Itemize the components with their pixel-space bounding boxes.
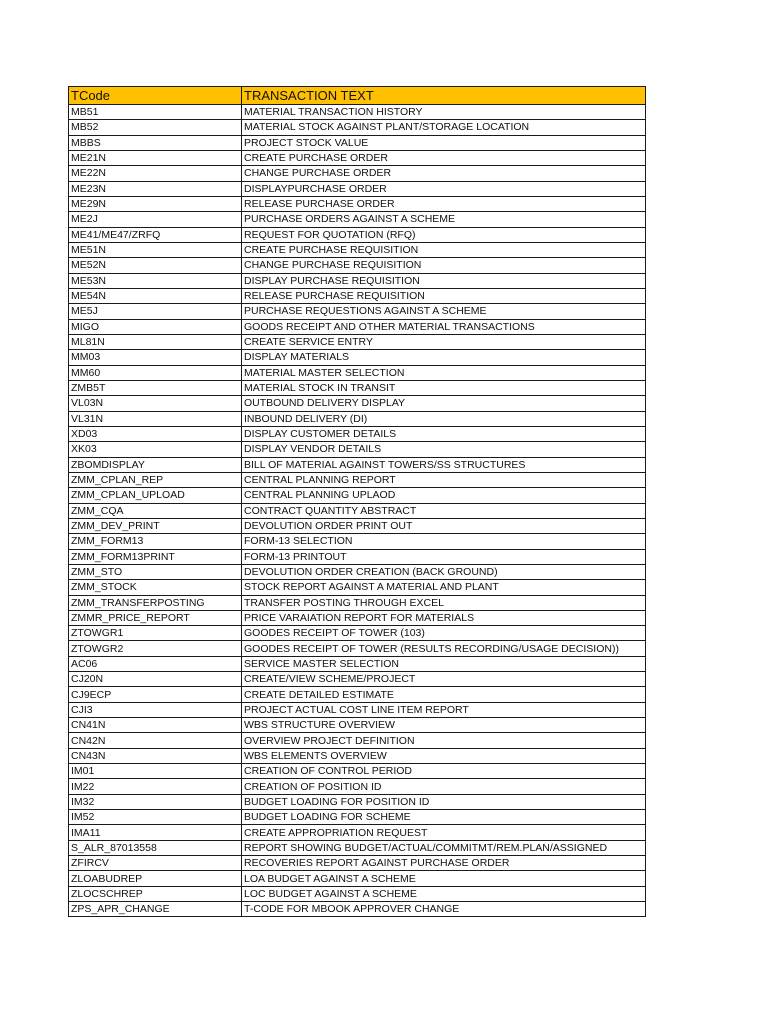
transaction-text-cell: RECOVERIES REPORT AGAINST PURCHASE ORDER: [242, 856, 646, 871]
table-body: [69, 105, 646, 917]
tcode-cell: ZMB5T: [69, 380, 242, 395]
transaction-text-cell: MATERIAL STOCK IN TRANSIT: [242, 380, 646, 395]
transaction-text-cell: LOC BUDGET AGAINST A SCHEME: [242, 886, 646, 901]
transaction-text-cell: WBS ELEMENTS OVERVIEW: [242, 748, 646, 763]
transaction-text-cell: T-CODE FOR MBOOK APPROVER CHANGE: [242, 902, 646, 917]
table-row: [69, 794, 646, 809]
tcode-cell: IM22: [69, 779, 242, 794]
transaction-text-cell: DISPLAY CUSTOMER DETAILS: [242, 426, 646, 441]
tcode-cell: ME5J: [69, 304, 242, 319]
tcode-cell: VL03N: [69, 396, 242, 411]
transaction-text-cell: TRANSFER POSTING THROUGH EXCEL: [242, 595, 646, 610]
table-row: [69, 733, 646, 748]
transaction-text-cell: DEVOLUTION ORDER PRINT OUT: [242, 518, 646, 533]
table-row: [69, 534, 646, 549]
tcode-cell: ME41/ME47/ZRFQ: [69, 227, 242, 242]
tcode-cell: CJ20N: [69, 672, 242, 687]
transaction-text-cell: REQUEST FOR QUOTATION (RFQ): [242, 227, 646, 242]
transaction-text-cell: CREATE APPROPRIATION REQUEST: [242, 825, 646, 840]
transaction-text-cell: CREATE SERVICE ENTRY: [242, 334, 646, 349]
table-row: [69, 212, 646, 227]
tcode-sheet: [68, 86, 645, 917]
table-row: [69, 856, 646, 871]
tcode-cell: IM01: [69, 764, 242, 779]
table-row: [69, 687, 646, 702]
transaction-text-cell: OUTBOUND DELIVERY DISPLAY: [242, 396, 646, 411]
transaction-text-cell: CREATE PURCHASE REQUISITION: [242, 242, 646, 257]
tcode-cell: ME29N: [69, 196, 242, 211]
tcode-cell: VL31N: [69, 411, 242, 426]
tcode-cell: ZMM_STO: [69, 564, 242, 579]
table-row: [69, 457, 646, 472]
transaction-text-cell: LOA BUDGET AGAINST A SCHEME: [242, 871, 646, 886]
tcode-cell: ZBOMDISPLAY: [69, 457, 242, 472]
header-tcode: TCode: [69, 87, 242, 105]
transaction-text-cell: CREATE PURCHASE ORDER: [242, 150, 646, 165]
tcode-cell: ZMMR_PRICE_REPORT: [69, 610, 242, 625]
table-row: [69, 304, 646, 319]
tcode-cell: ZMM_CPLAN_UPLOAD: [69, 488, 242, 503]
table-row: [69, 672, 646, 687]
table-row: [69, 702, 646, 717]
transaction-text-cell: PRICE VARAIATION REPORT FOR MATERIALS: [242, 610, 646, 625]
table-row: [69, 442, 646, 457]
table-row: [69, 181, 646, 196]
tcode-cell: MBBS: [69, 135, 242, 150]
transaction-text-cell: PROJECT ACTUAL COST LINE ITEM REPORT: [242, 702, 646, 717]
table-row: [69, 610, 646, 625]
tcode-cell: XD03: [69, 426, 242, 441]
table-row: [69, 656, 646, 671]
transaction-text-cell: STOCK REPORT AGAINST A MATERIAL AND PLANT: [242, 580, 646, 595]
transaction-text-cell: CONTRACT QUANTITY ABSTRACT: [242, 503, 646, 518]
transaction-text-cell: MATERIAL STOCK AGAINST PLANT/STORAGE LOCATION: [242, 120, 646, 135]
table-row: [69, 105, 646, 120]
tcode-cell: ME53N: [69, 273, 242, 288]
tcode-cell: ZPS_APR_CHANGE: [69, 902, 242, 917]
transaction-text-cell: REPORT SHOWING BUDGET/ACTUAL/COMMITMT/REM.PLAN/ASSIGNED: [242, 840, 646, 855]
tcode-cell: ME21N: [69, 150, 242, 165]
table-row: [69, 549, 646, 564]
transaction-text-cell: CHANGE PURCHASE ORDER: [242, 166, 646, 181]
table-row: [69, 319, 646, 334]
transaction-text-cell: FORM-13 SELECTION: [242, 534, 646, 549]
tcode-cell: MB52: [69, 120, 242, 135]
transaction-text-cell: DISPLAY VENDOR DETAILS: [242, 442, 646, 457]
tcode-cell: ZTOWGR2: [69, 641, 242, 656]
table-row: [69, 150, 646, 165]
table-row: [69, 641, 646, 656]
table-row: [69, 810, 646, 825]
tcode-cell: MM60: [69, 365, 242, 380]
transaction-text-cell: CREATION OF POSITION ID: [242, 779, 646, 794]
table-row: [69, 718, 646, 733]
tcode-cell: ME51N: [69, 242, 242, 257]
transaction-text-cell: DISPLAY PURCHASE REQUISITION: [242, 273, 646, 288]
table-row: [69, 626, 646, 641]
table-row: [69, 871, 646, 886]
table-row: [69, 166, 646, 181]
transaction-text-cell: DISPLAYPURCHASE ORDER: [242, 181, 646, 196]
table-row: [69, 472, 646, 487]
transaction-text-cell: CREATION OF CONTROL PERIOD: [242, 764, 646, 779]
tcode-cell: ZFIRCV: [69, 856, 242, 871]
tcode-cell: S_ALR_87013558: [69, 840, 242, 855]
tcode-table: [68, 86, 646, 917]
tcode-cell: ME52N: [69, 258, 242, 273]
transaction-text-cell: RELEASE PURCHASE ORDER: [242, 196, 646, 211]
transaction-text-cell: GOODS RECEIPT AND OTHER MATERIAL TRANSACTIONS: [242, 319, 646, 334]
table-row: [69, 242, 646, 257]
transaction-text-cell: BILL OF MATERIAL AGAINST TOWERS/SS STRUCTURES: [242, 457, 646, 472]
transaction-text-cell: FORM-13 PRINTOUT: [242, 549, 646, 564]
table-row: [69, 365, 646, 380]
transaction-text-cell: RELEASE PURCHASE REQUISITION: [242, 288, 646, 303]
tcode-cell: CN43N: [69, 748, 242, 763]
tcode-cell: ZMM_FORM13: [69, 534, 242, 549]
transaction-text-cell: BUDGET LOADING FOR POSITION ID: [242, 794, 646, 809]
table-row: [69, 564, 646, 579]
transaction-text-cell: CHANGE PURCHASE REQUISITION: [242, 258, 646, 273]
tcode-cell: ZMM_STOCK: [69, 580, 242, 595]
tcode-cell: CJI3: [69, 702, 242, 717]
transaction-text-cell: PROJECT STOCK VALUE: [242, 135, 646, 150]
tcode-cell: CJ9ECP: [69, 687, 242, 702]
table-row: [69, 779, 646, 794]
table-row: [69, 380, 646, 395]
tcode-cell: ME23N: [69, 181, 242, 196]
table-row: [69, 503, 646, 518]
tcode-cell: CN41N: [69, 718, 242, 733]
table-row: [69, 902, 646, 917]
table-row: [69, 334, 646, 349]
tcode-cell: IM32: [69, 794, 242, 809]
tcode-cell: ZLOCSCHREP: [69, 886, 242, 901]
tcode-cell: MM03: [69, 350, 242, 365]
table-row: [69, 426, 646, 441]
table-row: [69, 396, 646, 411]
transaction-text-cell: PURCHASE ORDERS AGAINST A SCHEME: [242, 212, 646, 227]
transaction-text-cell: BUDGET LOADING FOR SCHEME: [242, 810, 646, 825]
transaction-text-cell: MATERIAL MASTER SELECTION: [242, 365, 646, 380]
tcode-cell: MB51: [69, 105, 242, 120]
tcode-cell: ME22N: [69, 166, 242, 181]
table-row: [69, 764, 646, 779]
table-row: [69, 411, 646, 426]
transaction-text-cell: CREATE/VIEW SCHEME/PROJECT: [242, 672, 646, 687]
transaction-text-cell: GOODES RECEIPT OF TOWER (RESULTS RECORDING/USAGE DECISION)): [242, 641, 646, 656]
table-row: [69, 595, 646, 610]
table-row: [69, 748, 646, 763]
tcode-cell: AC06: [69, 656, 242, 671]
table-row: [69, 886, 646, 901]
table-row: [69, 120, 646, 135]
tcode-cell: ZLOABUDREP: [69, 871, 242, 886]
tcode-cell: XK03: [69, 442, 242, 457]
tcode-cell: IM52: [69, 810, 242, 825]
transaction-text-cell: SERVICE MASTER SELECTION: [242, 656, 646, 671]
tcode-cell: ZMM_DEV_PRINT: [69, 518, 242, 533]
table-row: [69, 196, 646, 211]
transaction-text-cell: CENTRAL PLANNING REPORT: [242, 472, 646, 487]
table-row: [69, 135, 646, 150]
tcode-cell: IMA11: [69, 825, 242, 840]
table-row: [69, 488, 646, 503]
table-row: [69, 825, 646, 840]
tcode-cell: ZMM_CPLAN_REP: [69, 472, 242, 487]
header-transaction-text: TRANSACTION TEXT: [242, 87, 646, 105]
tcode-cell: ZMM_TRANSFERPOSTING: [69, 595, 242, 610]
tcode-cell: ZTOWGR1: [69, 626, 242, 641]
transaction-text-cell: CENTRAL PLANNING UPLAOD: [242, 488, 646, 503]
table-row: [69, 227, 646, 242]
tcode-cell: ZMM_FORM13PRINT: [69, 549, 242, 564]
transaction-text-cell: WBS STRUCTURE OVERVIEW: [242, 718, 646, 733]
transaction-text-cell: OVERVIEW PROJECT DEFINITION: [242, 733, 646, 748]
tcode-cell: ME54N: [69, 288, 242, 303]
tcode-cell: CN42N: [69, 733, 242, 748]
tcode-cell: MIGO: [69, 319, 242, 334]
table-row: [69, 273, 646, 288]
tcode-cell: ME2J: [69, 212, 242, 227]
transaction-text-cell: PURCHASE REQUESTIONS AGAINST A SCHEME: [242, 304, 646, 319]
table-row: [69, 258, 646, 273]
table-row: [69, 840, 646, 855]
table-row: [69, 288, 646, 303]
transaction-text-cell: MATERIAL TRANSACTION HISTORY: [242, 105, 646, 120]
transaction-text-cell: GOODES RECEIPT OF TOWER (103): [242, 626, 646, 641]
transaction-text-cell: CREATE DETAILED ESTIMATE: [242, 687, 646, 702]
transaction-text-cell: DISPLAY MATERIALS: [242, 350, 646, 365]
transaction-text-cell: DEVOLUTION ORDER CREATION (BACK GROUND): [242, 564, 646, 579]
table-row: [69, 350, 646, 365]
table-row: [69, 518, 646, 533]
table-header-row: [69, 87, 646, 105]
transaction-text-cell: INBOUND DELIVERY (DI): [242, 411, 646, 426]
tcode-cell: ML81N: [69, 334, 242, 349]
tcode-cell: ZMM_CQA: [69, 503, 242, 518]
table-row: [69, 580, 646, 595]
